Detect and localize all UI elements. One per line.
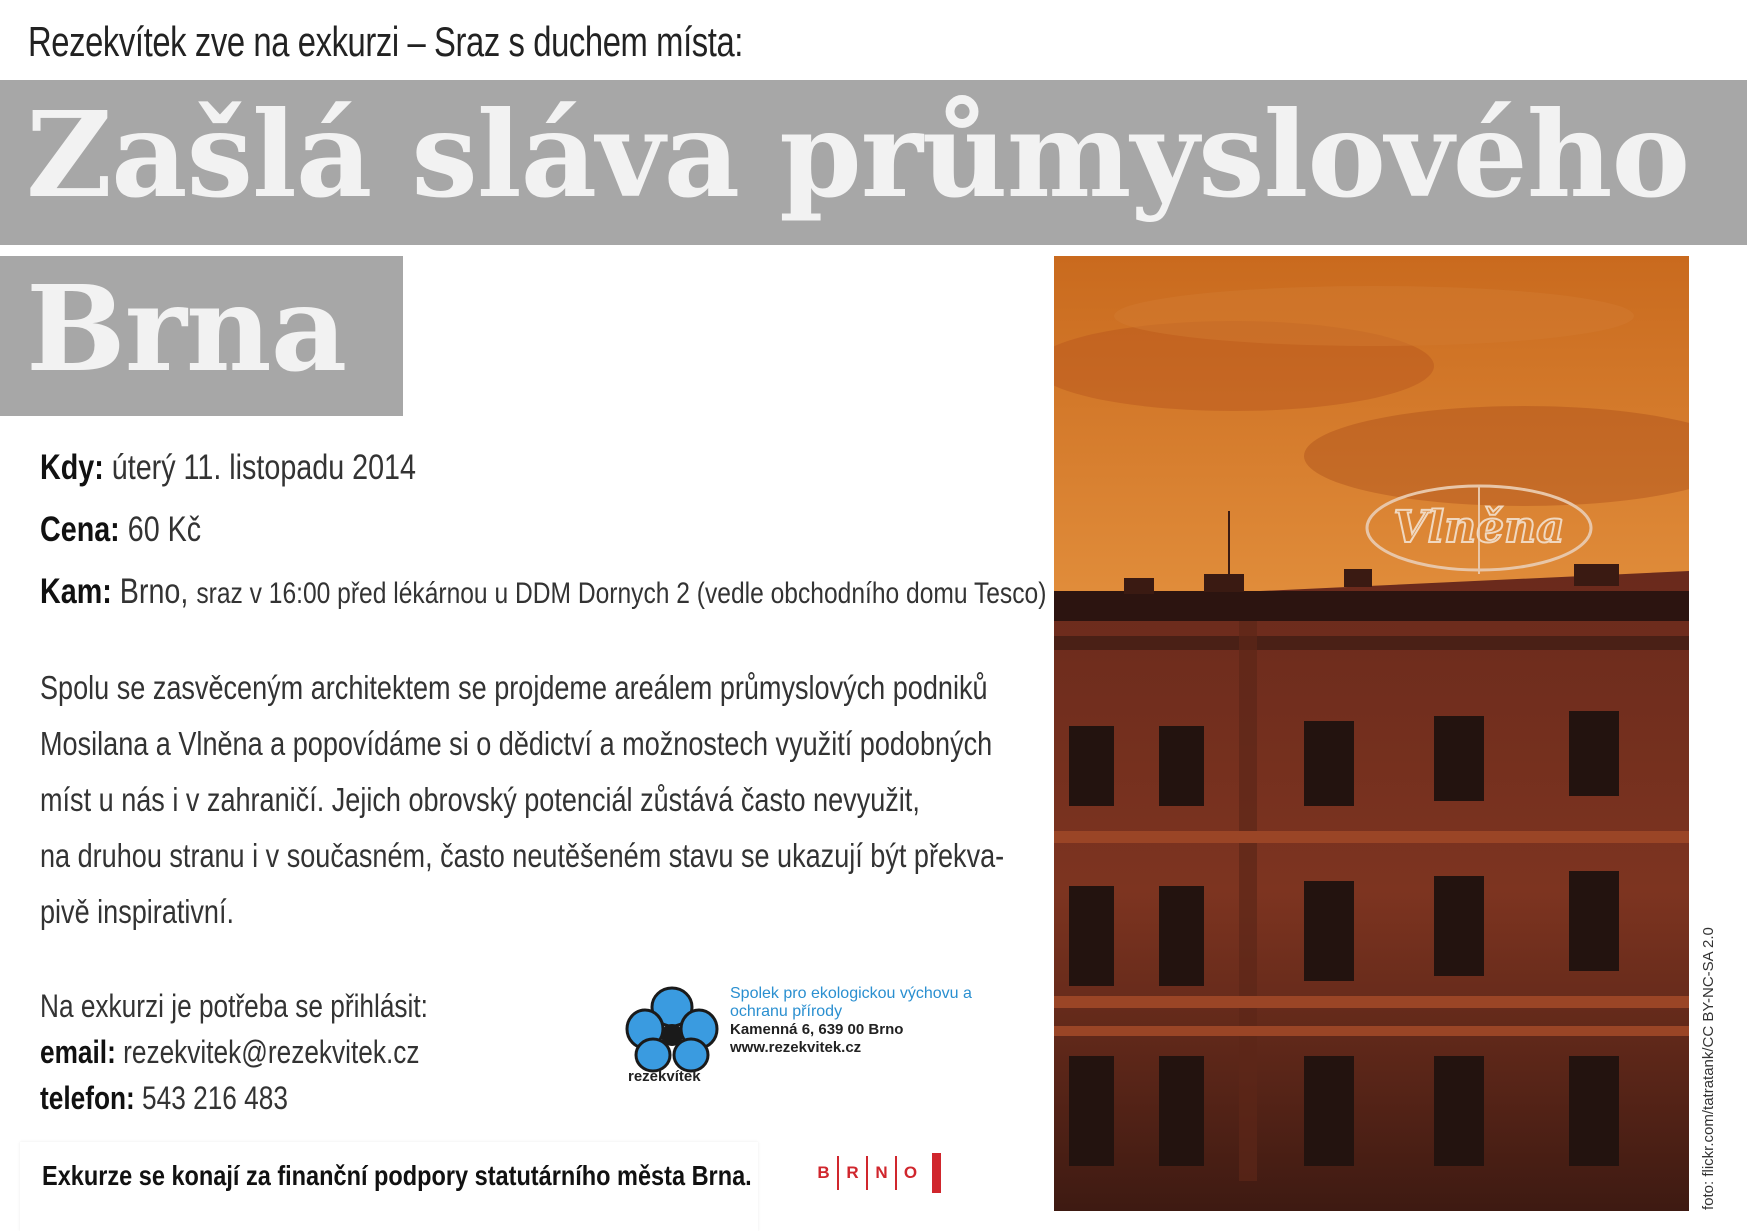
brno-letter: N	[875, 1163, 888, 1182]
brno-letter: O	[903, 1163, 918, 1182]
page-title-line1: Zašlá sláva průmyslového	[26, 85, 1690, 224]
brno-letter: B	[817, 1163, 830, 1182]
price-row	[40, 510, 201, 550]
email-row	[40, 1034, 420, 1071]
event-subtitle: Rezekvítek zve na exkurzi – Sraz s duchem místa:	[28, 18, 744, 65]
organization-info	[730, 985, 1010, 1057]
brno-letter: R	[846, 1163, 859, 1182]
when-value: úterý 11. listopadu 2014	[111, 448, 416, 487]
photo-credit: foto: flickr.com/tatratank/CC BY-NC-SA 2.0	[1700, 927, 1717, 1210]
support-note: Exkurze se konají za finanční podpory statutárního města Brna.	[42, 1160, 752, 1191]
brno-city-logo	[810, 1153, 941, 1193]
price-value: 60 Kč	[127, 510, 202, 549]
brno-bar	[932, 1153, 941, 1193]
email-link[interactable]: rezekvitek@rezekvitek.cz	[123, 1034, 420, 1070]
description-line: Mosilana a Vlněna a popovídáme si o dědictví a možnostech využití podobných	[40, 725, 993, 762]
price-label: Cena:	[40, 510, 120, 549]
where-value: sraz v 16:00 před lékárnou u DDM Dornych 2 (vedle obchodního domu Tesco)	[196, 577, 1047, 610]
phone-row	[40, 1080, 288, 1117]
description-line: pivě inspirativní.	[40, 893, 235, 930]
description-line: Spolu se zasvěceným architektem se projdeme areálem průmyslových podniků	[40, 669, 988, 706]
email-label: email:	[40, 1034, 116, 1070]
sign-text: Vlněna	[1393, 502, 1565, 553]
organization-website[interactable]: www.rezekvitek.cz	[730, 1039, 862, 1056]
page-title-line2: Brna	[26, 259, 347, 398]
organization-address: Kamenná 6, 639 00 Brno	[730, 1021, 904, 1038]
logo-wordmark: rezekvítek	[628, 1068, 701, 1085]
where-label: Kam:	[40, 572, 112, 611]
where-row	[40, 572, 1046, 612]
when-label: Kdy:	[40, 448, 104, 487]
signup-note: Na exkurzi je potřeba se přihlásit:	[40, 988, 428, 1024]
factory-photo	[1054, 256, 1689, 1211]
phone-value: 543 216 483	[142, 1080, 288, 1116]
where-city: Brno,	[119, 572, 189, 611]
phone-label: telefon:	[40, 1080, 135, 1116]
description-line: míst u nás i v zahraničí. Jejich obrovský potenciál zůstává často nevyužit,	[40, 781, 920, 818]
description-line: na druhou stranu i v současném, často neutěšeném stavu se ukazují být překva-	[40, 837, 1005, 874]
when-row	[40, 448, 416, 488]
organization-name: Spolek pro ekologickou výchovu a ochranu přírody	[730, 985, 972, 1020]
event-description	[40, 660, 1005, 940]
